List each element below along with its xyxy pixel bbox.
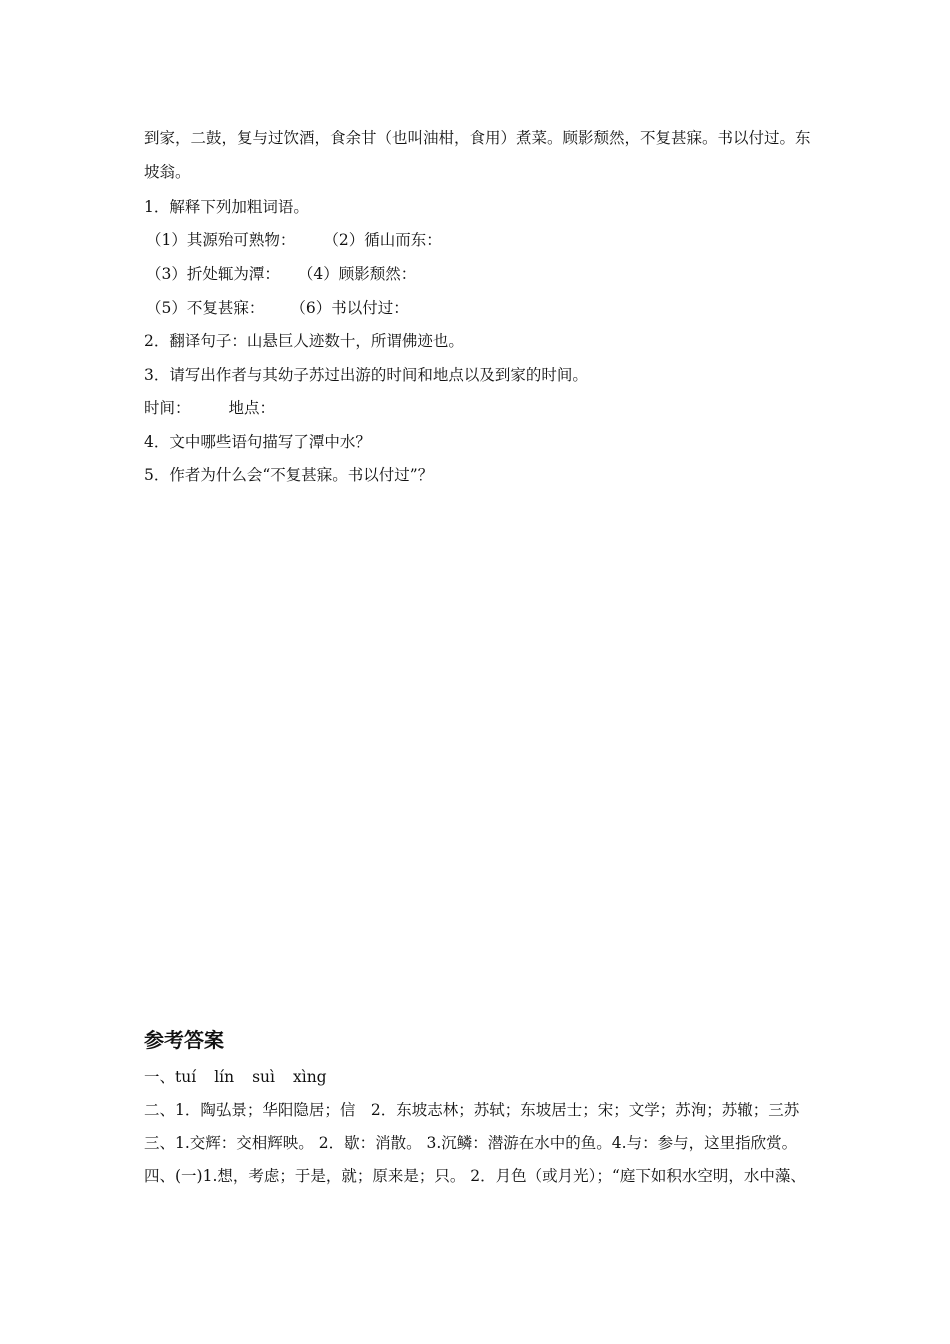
answer-1-pinyin-1: tuí (175, 1068, 197, 1086)
passage-line-2: 坡翁。 (144, 163, 191, 181)
question-3-time-label: 时间： (144, 399, 191, 417)
question-3-answer-row (144, 398, 275, 418)
question-5: 5．作者为什么会“不复甚寐。书以付过”？ (144, 466, 434, 484)
question-2: 2．翻译句子：山悬巨人迹数十，所谓佛迹也。 (144, 332, 464, 350)
answer-1-pinyin-4: xìng (293, 1068, 327, 1086)
question-1-item-5: （5）不复甚寐： (146, 299, 265, 317)
question-3: 3．请写出作者与其幼子苏过出游的时间和地点以及到家的时间。 (144, 366, 588, 384)
question-1-row-3 (146, 298, 409, 318)
question-1-item-6: （6）书以付过： (290, 299, 409, 317)
question-1-item-2: （2）循山而东： (323, 231, 442, 249)
answer-1-prefix: 一、 (144, 1068, 176, 1086)
answer-4: 四、(一)1.想，考虑；于是，就；原来是；只。 2．月色（或月光）；“庭下如积水空明，水中藻、 (144, 1167, 806, 1185)
question-1-row-2 (146, 264, 416, 284)
answer-3: 三、1.交辉：交相辉映。 2．歇：消散。 3.沉鳞：潜游在水中的鱼。4.与：参与，这里指欣赏。 (144, 1134, 798, 1152)
question-1: 1．解释下列加粗词语。 (144, 198, 309, 216)
question-4: 4．文中哪些语句描写了潭中水？ (144, 433, 371, 451)
question-1-item-4: （4）顾影颓然： (297, 265, 417, 283)
answer-1-pinyin-2: lín (214, 1068, 235, 1086)
question-3-place-label: 地点： (228, 399, 276, 417)
question-1-row-1 (146, 230, 442, 250)
passage-line-1: 到家，二鼓，复与过饮酒，食余甘（也叫油柑，食用）煮菜。顾影颓然，不复甚寐。书以付过。东 (144, 129, 811, 147)
question-1-item-3: （3）折处辄为潭： (146, 265, 280, 283)
answers-heading: 参考答案 (144, 1028, 224, 1052)
answer-2: 二、1．陶弘景；华阳隐居；信 2．东坡志林；苏轼；东坡居士；宋；文学；苏洵；苏辙；三苏 (144, 1101, 800, 1119)
answer-1 (144, 1067, 327, 1087)
question-1-item-1: （1）其源殆可熟物： (146, 231, 296, 249)
answer-1-pinyin-3: suì (252, 1068, 275, 1086)
